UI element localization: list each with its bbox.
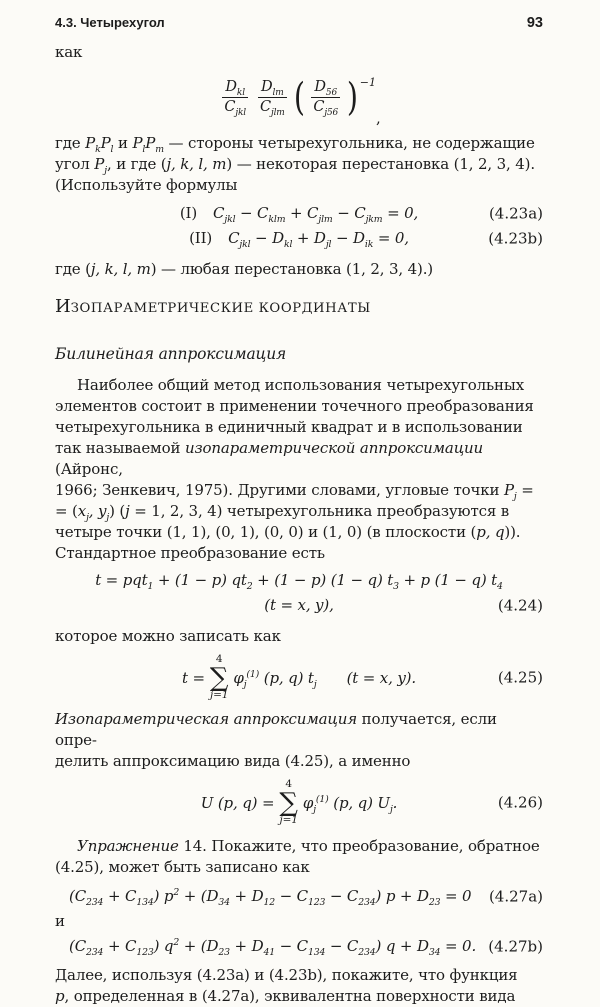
equation-424-body: t = pqt$_1$ + (1 − p) $qt_2 + (1 - p) (1 - q) t_3 + p$ (1 − q) $t_4$ — [95, 571, 503, 592]
sigma-icon-2: ∑ — [279, 787, 298, 818]
equation-423b-body: $C_{jkl} - D_{kl} + D_{jl} - D_{ik} = 0$, — [228, 229, 409, 250]
equation-423a-body: $C_{jkl} - C_{klm} + C_{jlm} - C_{jkm} = 0$, — [213, 204, 419, 225]
running-header-section: 4.3. Четырехугол — [55, 15, 165, 30]
subsection-heading: Билинейная аппроксимация — [55, 345, 287, 363]
equation-426-rhs: $\varphi_j^{(1)}$ (p, q) $U_j$. — [302, 793, 398, 815]
equation-427a-body: $(C_{234} + C_{134}) p^2 + (D_{34} + D_{12} - C_{123} - C_{234}) p + D_{23} = 0$ — [69, 887, 472, 908]
equation-427a-label: (4.27a) — [488, 887, 543, 905]
paragraph-bilinear-seg3: (Айронс, 1966; Зенкевич, 1975). Другими словами, угловые точки $P_j$ = = ($x_j$, $y_j$) (j = 1, 2, 3, 4) четырехугольника преобразуются в четыре точки (1, 1), (0, 1), (0, 0) и (1, 0) (в плоскости (p, q)). Стандартное преобразование есть — [55, 460, 534, 562]
summation-symbol-2 — [279, 779, 297, 827]
equation-425 — [55, 653, 543, 703]
paragraph-final-variable: p — [55, 987, 65, 1005]
fraction-3-numerator: $D_{56}$ — [314, 78, 338, 98]
paragraph-any-permutation: где (j, k, l, m) — любая перестановка (1, 2, 3, 4).) — [55, 260, 434, 278]
equation-426-lhs: U (p, q) = — [200, 793, 275, 812]
paragraph-isoparametric-italic-term: Изопараметрическая аппроксимация — [55, 710, 358, 728]
fraction-3 — [311, 78, 340, 117]
connector-and: и — [55, 912, 65, 930]
equation-423a-roman: (I) — [179, 204, 198, 222]
fraction-1 — [222, 78, 248, 117]
summation-2-lower-limit: j=1 — [279, 814, 298, 827]
paragraph-where: где $P_kP_l$ и $P_lP_m$ — стороны четырехугольника, не содержащие угол $P_j$, и где (j, k, l, m) — некоторая перестановка (1, 2, 3, 4). (Используйте формулы — [55, 134, 535, 194]
summation-2-upper-limit: 4 — [285, 778, 292, 791]
paragraph-final-seg1: Далее, используя (4.23a) и (4.23b), покажите, что функция — [55, 966, 518, 984]
fraction-2-numerator: $D_{lm}$ — [261, 78, 284, 98]
summation-symbol — [210, 654, 228, 702]
paragraph-bilinear-italic-term: изопараметрической аппроксимации — [184, 439, 484, 457]
paragraph-final-seg3: , определенная в (4.27a), эквивалентна поверхности вида — [64, 987, 516, 1005]
equation-423b-roman: (II) — [189, 229, 213, 247]
equation-423a — [55, 203, 543, 224]
section-heading-rest: ЗОПАРАМЕТРИЧЕСКИЕ КООРДИНАТЫ — [70, 301, 371, 316]
line-recast: которое можно записать как — [55, 627, 281, 645]
equation-423b-label: (4.23b) — [488, 229, 543, 247]
equation-426 — [55, 778, 543, 828]
equation-425-rhs: $\varphi_j^{(1)}$ (p, q) $t_j$ — [233, 668, 317, 690]
trailing-comma: , — [376, 109, 381, 127]
intro-word: как — [55, 43, 83, 61]
page-number: 93 — [526, 15, 543, 31]
fraction-2-denominator: $C_{jlm}$ — [259, 98, 285, 118]
equation-424-line1 — [55, 570, 543, 591]
summation-upper-limit: 4 — [215, 653, 223, 666]
section-heading — [55, 296, 543, 319]
fraction-1-numerator: $D_{kl}$ — [225, 78, 245, 98]
equation-423b — [55, 228, 543, 249]
running-header — [55, 12, 543, 34]
fraction-1-denominator: $C_{jkl}$ — [224, 98, 246, 118]
exercise-text: 14. Покажите, что преобразование, обратное (4.25), может быть записано как — [55, 837, 540, 876]
close-paren: ) — [346, 75, 358, 119]
fraction-2 — [258, 78, 287, 117]
section-heading-initial: И — [55, 296, 71, 317]
equation-426-label: (4.26) — [497, 793, 543, 812]
equation-424-line2 — [55, 595, 543, 616]
fraction-3-denominator: $C_{j56}$ — [313, 98, 339, 118]
equation-425-condition: (t = x, y). — [346, 668, 416, 687]
exponent: −1 — [359, 75, 376, 89]
equation-424-condition: (t = x, y), — [264, 596, 334, 614]
paragraph-isoparametric-rest: получается, если опре- делить аппроксимацию вида (4.25), а именно — [55, 710, 497, 770]
equation-423a-label: (4.23a) — [488, 204, 543, 222]
equation-424-label: (4.24) — [497, 596, 543, 614]
display-formula-ratios — [55, 71, 543, 127]
sigma-icon: ∑ — [209, 662, 229, 693]
summation-lower-limit: j=1 — [209, 689, 229, 702]
equation-427a — [55, 886, 543, 907]
paragraph-isoparametric — [55, 709, 543, 772]
exercise-word: Упражнение — [77, 837, 179, 855]
paragraph-final — [55, 965, 543, 1007]
equation-427b — [55, 936, 543, 957]
equation-427b-label: (4.27b) — [488, 937, 543, 955]
paragraph-exercise — [55, 836, 543, 878]
paragraph-bilinear-seg1: Наиболее общий метод использования четырехугольных элементов состоит в применении точечного преобразования четырехугольника в единичный квадрат и в использовании так называемой — [55, 376, 534, 457]
equation-425-lhs: t = — [181, 668, 205, 687]
open-paren: ( — [293, 75, 305, 119]
equation-427b-body: $(C_{234} + C_{123}) q^2 + (D_{23} + D_{41} - C_{134} - C_{234}) q + D_{34} = 0$. — [69, 937, 477, 958]
equation-425-label: (4.25) — [497, 668, 543, 687]
paragraph-bilinear — [55, 375, 543, 564]
